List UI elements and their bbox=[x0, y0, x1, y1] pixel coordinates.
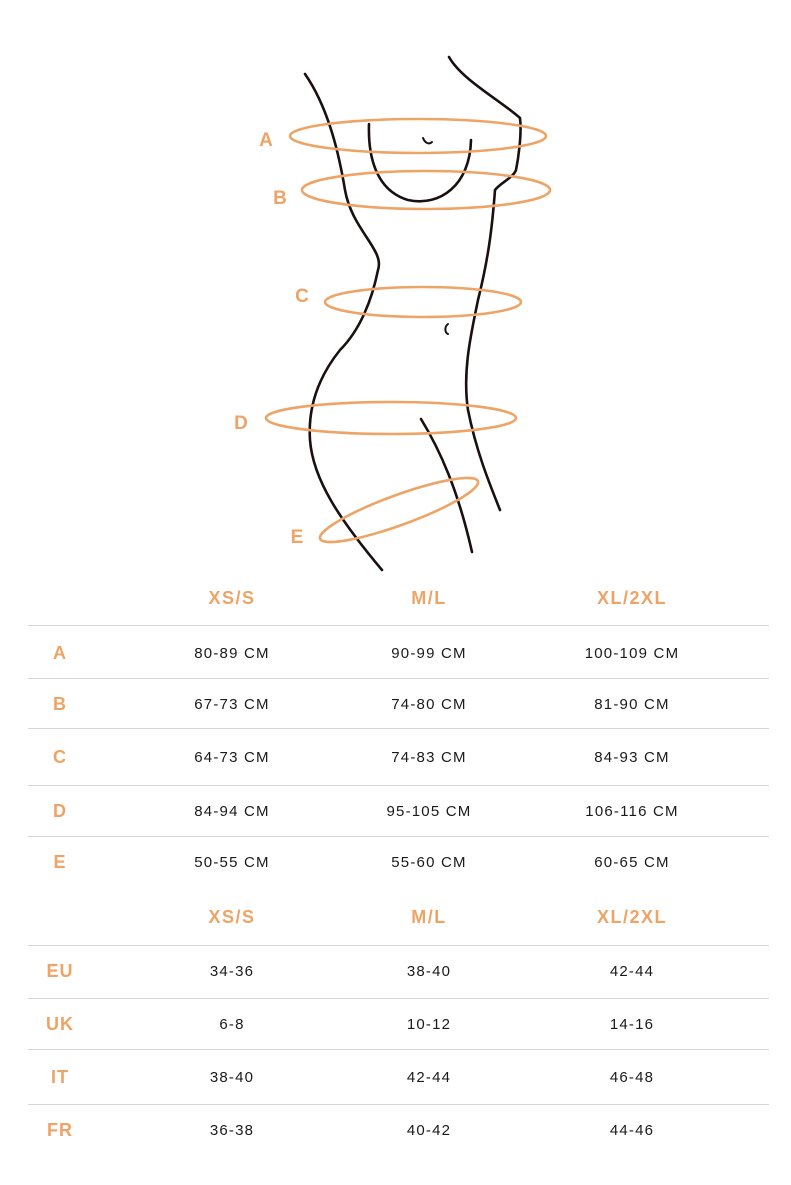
table-row bbox=[28, 1049, 769, 1104]
ring-label-d: D bbox=[234, 413, 248, 434]
size-header-m-l: M/L bbox=[411, 907, 447, 927]
table-row bbox=[28, 945, 769, 998]
size-header-xs-s: XS/S bbox=[208, 907, 256, 927]
table-cell: 84-94 CM bbox=[194, 803, 270, 820]
bust-contour bbox=[369, 124, 471, 201]
table-cell: 55-60 CM bbox=[391, 854, 467, 871]
table-row bbox=[28, 625, 769, 678]
table-cell: 50-55 CM bbox=[194, 854, 270, 871]
table-cell: 81-90 CM bbox=[594, 696, 670, 713]
table-cell: 60-65 CM bbox=[594, 854, 670, 871]
row-label-c: C bbox=[53, 747, 67, 767]
ring-b bbox=[302, 171, 550, 209]
table-cell: 67-73 CM bbox=[194, 696, 270, 713]
size-header-m-l: M/L bbox=[411, 588, 447, 608]
row-label-d: D bbox=[53, 801, 67, 821]
table-cell: 80-89 CM bbox=[194, 645, 270, 662]
row-label-a: A bbox=[53, 643, 67, 663]
table-cell: 74-83 CM bbox=[391, 749, 467, 766]
measurement-header-row bbox=[28, 588, 769, 618]
table-cell: 34-36 bbox=[209, 963, 255, 980]
ring-label-b: B bbox=[273, 188, 287, 209]
table-row bbox=[28, 998, 769, 1049]
table-row bbox=[28, 785, 769, 836]
table-cell: 10-12 bbox=[406, 1016, 452, 1033]
table-cell: 95-105 CM bbox=[386, 803, 472, 820]
ring-a bbox=[290, 119, 546, 153]
navel-mark bbox=[445, 324, 448, 334]
row-label-e: E bbox=[53, 852, 67, 872]
table-cell: 44-46 bbox=[609, 1122, 655, 1139]
ring-e bbox=[315, 467, 483, 553]
body-measurement-figure bbox=[0, 0, 791, 580]
table-cell: 46-48 bbox=[609, 1069, 655, 1086]
table-row bbox=[28, 728, 769, 785]
table-cell: 42-44 bbox=[406, 1069, 452, 1086]
table-row bbox=[28, 836, 769, 887]
table-cell: 90-99 CM bbox=[391, 645, 467, 662]
table-cell: 40-42 bbox=[406, 1122, 452, 1139]
table-row bbox=[28, 678, 769, 728]
nipple-mark bbox=[423, 138, 432, 143]
ring-label-c: C bbox=[295, 286, 309, 307]
table-cell: 14-16 bbox=[609, 1016, 655, 1033]
row-label-uk: UK bbox=[46, 1014, 74, 1034]
ring-label-e: E bbox=[290, 527, 304, 548]
ring-c bbox=[325, 287, 521, 317]
table-cell: 84-93 CM bbox=[594, 749, 670, 766]
ring-label-a: A bbox=[259, 130, 273, 151]
table-cell: 64-73 CM bbox=[194, 749, 270, 766]
row-label-fr: FR bbox=[47, 1120, 73, 1140]
table-cell: 36-38 bbox=[209, 1122, 255, 1139]
size-header-xl-2xl: XL/2XL bbox=[596, 907, 667, 927]
table-cell: 38-40 bbox=[406, 963, 452, 980]
conversion-header-row bbox=[28, 907, 769, 937]
row-label-it: IT bbox=[51, 1067, 69, 1087]
table-cell: 38-40 bbox=[209, 1069, 255, 1086]
table-cell: 106-116 CM bbox=[585, 803, 679, 820]
table-row bbox=[28, 1104, 769, 1157]
table-cell: 100-109 CM bbox=[584, 645, 680, 662]
size-header-xs-s: XS/S bbox=[208, 588, 256, 608]
table-cell: 6-8 bbox=[219, 1016, 245, 1033]
row-label-eu: EU bbox=[46, 961, 74, 981]
row-label-b: B bbox=[53, 694, 67, 714]
size-header-xl-2xl: XL/2XL bbox=[596, 588, 667, 608]
table-cell: 42-44 bbox=[609, 963, 655, 980]
table-cell: 74-80 CM bbox=[391, 696, 467, 713]
ring-d bbox=[266, 402, 516, 434]
